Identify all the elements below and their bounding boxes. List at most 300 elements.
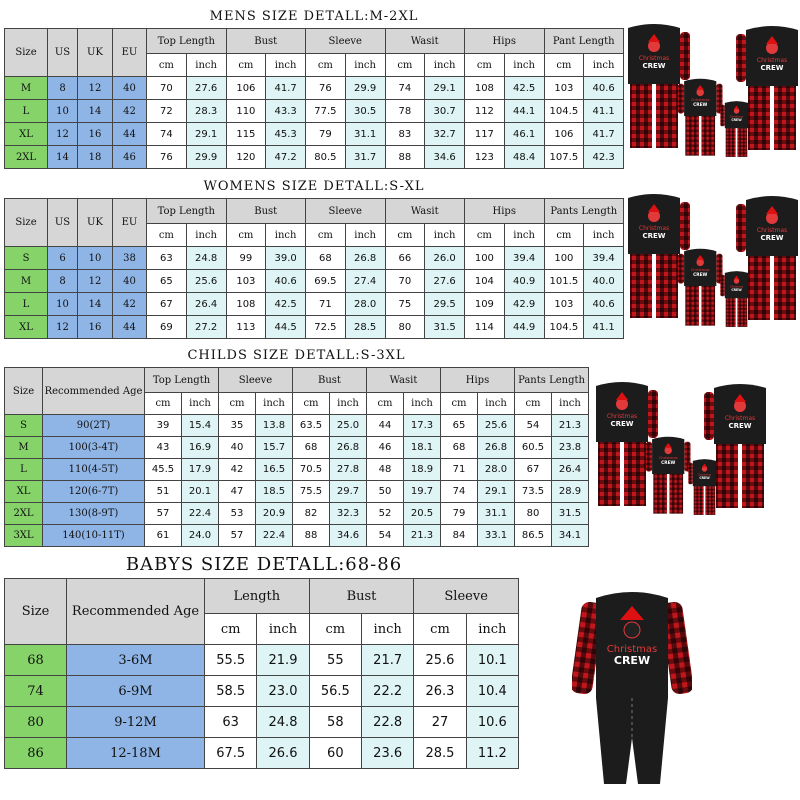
womens-size-title: WOMENS SIZE DETALL:S-XL bbox=[203, 179, 425, 194]
size-header: Size bbox=[5, 368, 43, 415]
us-size-cell: 8 bbox=[48, 270, 78, 293]
inch-value-cell: 26.8 bbox=[478, 437, 515, 459]
cm-value-cell: 74 bbox=[385, 77, 425, 100]
eu-size-cell: 46 bbox=[113, 146, 147, 169]
cm-value-cell: 80 bbox=[515, 503, 552, 525]
inch-value-cell: 46.1 bbox=[504, 123, 544, 146]
babys-size-title: BABYS SIZE DETALL:68-86 bbox=[125, 554, 403, 575]
table-row bbox=[5, 481, 589, 503]
cm-value-cell: 80 bbox=[385, 316, 425, 339]
table-row bbox=[5, 123, 624, 146]
cm-value-cell: 79 bbox=[306, 123, 346, 146]
inch-value-cell: 34.1 bbox=[552, 525, 589, 547]
cm-unit-header: cm bbox=[441, 393, 478, 415]
size-header: Size bbox=[5, 579, 67, 645]
cm-value-cell: 100 bbox=[465, 247, 505, 270]
size-cell: S bbox=[5, 415, 43, 437]
family-pajamas-photo-mens bbox=[628, 22, 798, 162]
inch-value-cell: 42.5 bbox=[266, 293, 306, 316]
eu-size-cell: 44 bbox=[113, 316, 147, 339]
inch-value-cell: 20.9 bbox=[256, 503, 293, 525]
cm-unit-header: cm bbox=[147, 54, 187, 77]
inch-value-cell: 10.6 bbox=[466, 707, 518, 738]
us-size-cell: 6 bbox=[48, 247, 78, 270]
cm-value-cell: 117 bbox=[465, 123, 505, 146]
babys-size-section bbox=[4, 552, 524, 769]
size-cell: S bbox=[5, 247, 48, 270]
inch-value-cell: 27.6 bbox=[186, 77, 226, 100]
inch-value-cell: 27.6 bbox=[425, 270, 465, 293]
measure-group-header: Hips bbox=[465, 29, 545, 54]
inch-value-cell: 31.5 bbox=[552, 503, 589, 525]
cm-value-cell: 108 bbox=[465, 77, 505, 100]
inch-value-cell: 10.4 bbox=[466, 676, 518, 707]
inch-value-cell: 26.4 bbox=[186, 293, 226, 316]
cm-value-cell: 63.5 bbox=[293, 415, 330, 437]
size-cell: L bbox=[5, 100, 48, 123]
inch-value-cell: 28.0 bbox=[345, 293, 385, 316]
inch-value-cell: 30.5 bbox=[345, 100, 385, 123]
baby-romper-photo bbox=[572, 588, 692, 788]
eu-size-cell: 42 bbox=[113, 100, 147, 123]
inch-value-cell: 26.8 bbox=[330, 437, 367, 459]
cm-unit-header: cm bbox=[465, 224, 505, 247]
eu-size-cell: 40 bbox=[113, 270, 147, 293]
measure-group-header: Top Length bbox=[147, 29, 227, 54]
cm-value-cell: 106 bbox=[544, 123, 584, 146]
cm-value-cell: 114 bbox=[465, 316, 505, 339]
inch-value-cell: 47.2 bbox=[266, 146, 306, 169]
inch-value-cell: 15.7 bbox=[256, 437, 293, 459]
cm-value-cell: 69.5 bbox=[306, 270, 346, 293]
cm-value-cell: 109 bbox=[465, 293, 505, 316]
age-cell: 100(3-4T) bbox=[43, 437, 145, 459]
eu-size-cell: 44 bbox=[113, 123, 147, 146]
age-cell: 3-6M bbox=[67, 645, 205, 676]
inch-value-cell: 25.6 bbox=[478, 415, 515, 437]
inch-value-cell: 22.2 bbox=[361, 676, 413, 707]
cm-value-cell: 108 bbox=[226, 293, 266, 316]
measure-group-header: Wasit bbox=[385, 29, 465, 54]
table-row bbox=[5, 146, 624, 169]
cm-value-cell: 28.5 bbox=[414, 738, 466, 769]
size-cell: 2XL bbox=[5, 503, 43, 525]
table-row bbox=[5, 100, 624, 123]
inch-value-cell: 48.4 bbox=[504, 146, 544, 169]
cm-value-cell: 57 bbox=[145, 503, 182, 525]
inch-value-cell: 32.3 bbox=[330, 503, 367, 525]
svg-text:Christmas: Christmas bbox=[606, 413, 638, 420]
cm-unit-header: cm bbox=[226, 54, 266, 77]
svg-text:CREW: CREW bbox=[728, 422, 752, 430]
header-row bbox=[5, 579, 519, 614]
table-row bbox=[5, 707, 519, 738]
cm-unit-header: cm bbox=[309, 614, 361, 645]
inch-value-cell: 34.6 bbox=[425, 146, 465, 169]
table-row bbox=[5, 77, 624, 100]
cm-unit-header: cm bbox=[544, 54, 584, 77]
cm-value-cell: 67 bbox=[515, 459, 552, 481]
inch-value-cell: 34.6 bbox=[330, 525, 367, 547]
age-cell: 130(8-9T) bbox=[43, 503, 145, 525]
table-row bbox=[5, 676, 519, 707]
babys-size-table bbox=[4, 578, 519, 769]
cm-value-cell: 75 bbox=[385, 293, 425, 316]
cm-value-cell: 55 bbox=[309, 645, 361, 676]
inch-value-cell: 16.5 bbox=[256, 459, 293, 481]
inch-unit-header: inch bbox=[186, 54, 226, 77]
inch-value-cell: 22.4 bbox=[182, 503, 219, 525]
inch-value-cell: 29.9 bbox=[345, 77, 385, 100]
size-cell: 80 bbox=[5, 707, 67, 738]
inch-value-cell: 41.1 bbox=[584, 316, 624, 339]
uk-size-cell: 16 bbox=[78, 123, 113, 146]
inch-value-cell: 23.6 bbox=[361, 738, 413, 769]
svg-text:CREW: CREW bbox=[760, 234, 784, 242]
table-row bbox=[5, 738, 519, 769]
header-row bbox=[5, 29, 624, 54]
cm-value-cell: 84 bbox=[441, 525, 478, 547]
cm-unit-header: cm bbox=[205, 614, 257, 645]
uk-size-cell: 14 bbox=[78, 100, 113, 123]
us-size-cell: 8 bbox=[48, 77, 78, 100]
uk-size-cell: 16 bbox=[78, 316, 113, 339]
inch-value-cell: 11.2 bbox=[466, 738, 518, 769]
inch-value-cell: 10.1 bbox=[466, 645, 518, 676]
inch-value-cell: 41.7 bbox=[584, 123, 624, 146]
cm-value-cell: 113 bbox=[226, 316, 266, 339]
svg-text:Christmas: Christmas bbox=[690, 268, 710, 273]
size-cell: XL bbox=[5, 316, 48, 339]
cm-value-cell: 71 bbox=[306, 293, 346, 316]
measure-group-header: Pants Length bbox=[544, 199, 624, 224]
cm-value-cell: 45.5 bbox=[145, 459, 182, 481]
inch-value-cell: 39.4 bbox=[584, 247, 624, 270]
inch-value-cell: 43.3 bbox=[266, 100, 306, 123]
size-cell: XL bbox=[5, 123, 48, 146]
cm-unit-header: cm bbox=[219, 393, 256, 415]
measure-group-header: Hips bbox=[465, 199, 545, 224]
measure-group-header: Bust bbox=[293, 368, 367, 393]
cm-value-cell: 79 bbox=[441, 503, 478, 525]
cm-value-cell: 76 bbox=[306, 77, 346, 100]
cm-unit-header: cm bbox=[544, 224, 584, 247]
inch-value-cell: 16.9 bbox=[182, 437, 219, 459]
cm-value-cell: 104.5 bbox=[544, 316, 584, 339]
inch-value-cell: 29.5 bbox=[425, 293, 465, 316]
table-row bbox=[5, 459, 589, 481]
inch-unit-header: inch bbox=[257, 614, 309, 645]
inch-value-cell: 28.5 bbox=[345, 316, 385, 339]
uk-header: UK bbox=[78, 29, 113, 77]
cm-value-cell: 112 bbox=[465, 100, 505, 123]
inch-value-cell: 23.0 bbox=[257, 676, 309, 707]
uk-size-cell: 18 bbox=[78, 146, 113, 169]
uk-size-cell: 12 bbox=[78, 77, 113, 100]
inch-value-cell: 20.1 bbox=[182, 481, 219, 503]
cm-value-cell: 56.5 bbox=[309, 676, 361, 707]
cm-value-cell: 80.5 bbox=[306, 146, 346, 169]
inch-value-cell: 21.3 bbox=[404, 525, 441, 547]
inch-value-cell: 31.7 bbox=[345, 146, 385, 169]
measure-group-header: Wasit bbox=[385, 199, 465, 224]
svg-text:CREW: CREW bbox=[661, 461, 676, 467]
inch-value-cell: 42.9 bbox=[504, 293, 544, 316]
cm-value-cell: 100 bbox=[544, 247, 584, 270]
size-header: Size bbox=[5, 29, 48, 77]
cm-value-cell: 77.5 bbox=[306, 100, 346, 123]
cm-value-cell: 67.5 bbox=[205, 738, 257, 769]
uk-size-cell: 12 bbox=[78, 270, 113, 293]
us-size-cell: 14 bbox=[48, 146, 78, 169]
age-cell: 110(4-5T) bbox=[43, 459, 145, 481]
measure-group-header: Pants Length bbox=[515, 368, 589, 393]
cm-unit-header: cm bbox=[465, 54, 505, 77]
cm-value-cell: 40 bbox=[219, 437, 256, 459]
measure-group-header: Bust bbox=[226, 29, 306, 54]
cm-value-cell: 76 bbox=[147, 146, 187, 169]
size-cell: 86 bbox=[5, 738, 67, 769]
size-header: Size bbox=[5, 199, 48, 247]
cm-value-cell: 74 bbox=[147, 123, 187, 146]
inch-value-cell: 29.1 bbox=[478, 481, 515, 503]
inch-value-cell: 32.7 bbox=[425, 123, 465, 146]
cm-value-cell: 115 bbox=[226, 123, 266, 146]
cm-value-cell: 75.5 bbox=[293, 481, 330, 503]
inch-value-cell: 27.2 bbox=[186, 316, 226, 339]
uk-size-cell: 14 bbox=[78, 293, 113, 316]
cm-value-cell: 74 bbox=[441, 481, 478, 503]
table-row bbox=[5, 415, 589, 437]
us-size-cell: 10 bbox=[48, 293, 78, 316]
cm-value-cell: 103 bbox=[544, 77, 584, 100]
inch-unit-header: inch bbox=[256, 393, 293, 415]
inch-unit-header: inch bbox=[266, 54, 306, 77]
size-cell: 68 bbox=[5, 645, 67, 676]
cm-unit-header: cm bbox=[306, 54, 346, 77]
womens-size-section bbox=[4, 176, 624, 339]
svg-text:CREW: CREW bbox=[642, 232, 666, 240]
inch-value-cell: 23.8 bbox=[552, 437, 589, 459]
svg-text:Christmas: Christmas bbox=[697, 472, 712, 477]
cm-value-cell: 26.3 bbox=[414, 676, 466, 707]
inch-value-cell: 31.5 bbox=[425, 316, 465, 339]
table-row bbox=[5, 525, 589, 547]
age-cell: 90(2T) bbox=[43, 415, 145, 437]
svg-text:Christmas: Christmas bbox=[606, 644, 658, 655]
inch-value-cell: 42.5 bbox=[504, 77, 544, 100]
inch-value-cell: 26.8 bbox=[345, 247, 385, 270]
inch-unit-header: inch bbox=[345, 224, 385, 247]
cm-value-cell: 51 bbox=[145, 481, 182, 503]
inch-value-cell: 18.5 bbox=[256, 481, 293, 503]
size-cell: L bbox=[5, 459, 43, 481]
cm-value-cell: 101.5 bbox=[544, 270, 584, 293]
header-row bbox=[5, 199, 624, 224]
size-cell: M bbox=[5, 270, 48, 293]
measure-group-header: Wasit bbox=[367, 368, 441, 393]
age-cell: 120(6-7T) bbox=[43, 481, 145, 503]
cm-value-cell: 60 bbox=[309, 738, 361, 769]
inch-value-cell: 29.1 bbox=[186, 123, 226, 146]
measure-group-header: Sleeve bbox=[219, 368, 293, 393]
cm-value-cell: 70 bbox=[385, 270, 425, 293]
cm-unit-header: cm bbox=[145, 393, 182, 415]
cm-value-cell: 54 bbox=[367, 525, 404, 547]
womens-size-table bbox=[4, 198, 624, 339]
uk-size-cell: 10 bbox=[78, 247, 113, 270]
inch-value-cell: 18.1 bbox=[404, 437, 441, 459]
inch-unit-header: inch bbox=[504, 224, 544, 247]
eu-size-cell: 38 bbox=[113, 247, 147, 270]
inch-unit-header: inch bbox=[425, 54, 465, 77]
inch-unit-header: inch bbox=[186, 224, 226, 247]
svg-text:Christmas: Christmas bbox=[729, 284, 744, 289]
svg-text:Christmas: Christmas bbox=[690, 98, 710, 103]
svg-text:CREW: CREW bbox=[693, 273, 708, 279]
svg-text:CREW: CREW bbox=[731, 117, 742, 122]
mens-size-title: MENS SIZE DETALL:M-2XL bbox=[209, 9, 419, 24]
cm-value-cell: 52 bbox=[367, 503, 404, 525]
cm-value-cell: 43 bbox=[145, 437, 182, 459]
inch-unit-header: inch bbox=[266, 224, 306, 247]
cm-value-cell: 70.5 bbox=[293, 459, 330, 481]
inch-unit-header: inch bbox=[478, 393, 515, 415]
uk-header: UK bbox=[78, 199, 113, 247]
cm-unit-header: cm bbox=[226, 224, 266, 247]
inch-value-cell: 22.4 bbox=[256, 525, 293, 547]
cm-value-cell: 72.5 bbox=[306, 316, 346, 339]
cm-value-cell: 44 bbox=[367, 415, 404, 437]
us-header: US bbox=[48, 199, 78, 247]
cm-value-cell: 106 bbox=[226, 77, 266, 100]
cm-value-cell: 83 bbox=[385, 123, 425, 146]
header-row bbox=[5, 368, 589, 393]
childs-size-title: CHILDS SIZE DETALL:S-3XL bbox=[187, 348, 406, 363]
measure-group-header: Sleeve bbox=[306, 29, 386, 54]
cm-value-cell: 88 bbox=[293, 525, 330, 547]
inch-value-cell: 24.8 bbox=[257, 707, 309, 738]
recommended-age-header: Recommended Age bbox=[67, 579, 205, 645]
svg-text:Christmas: Christmas bbox=[724, 415, 756, 422]
cm-value-cell: 99 bbox=[226, 247, 266, 270]
childs-size-table bbox=[4, 367, 589, 547]
cm-value-cell: 35 bbox=[219, 415, 256, 437]
svg-text:CREW: CREW bbox=[699, 475, 710, 480]
measure-group-header: Length bbox=[205, 579, 310, 614]
inch-value-cell: 41.1 bbox=[584, 100, 624, 123]
cm-value-cell: 63 bbox=[147, 247, 187, 270]
measure-group-header: Sleeve bbox=[306, 199, 386, 224]
inch-unit-header: inch bbox=[466, 614, 518, 645]
recommended-age-header: Recommended Age bbox=[43, 368, 145, 415]
inch-value-cell: 40.0 bbox=[584, 270, 624, 293]
age-cell: 9-12M bbox=[67, 707, 205, 738]
cm-unit-header: cm bbox=[385, 54, 425, 77]
age-cell: 140(10-11T) bbox=[43, 525, 145, 547]
cm-value-cell: 53 bbox=[219, 503, 256, 525]
cm-value-cell: 39 bbox=[145, 415, 182, 437]
inch-value-cell: 21.3 bbox=[552, 415, 589, 437]
us-size-cell: 12 bbox=[48, 316, 78, 339]
inch-value-cell: 29.7 bbox=[330, 481, 367, 503]
family-pajamas-photo-womens bbox=[628, 192, 798, 332]
inch-value-cell: 31.1 bbox=[478, 503, 515, 525]
inch-value-cell: 26.4 bbox=[552, 459, 589, 481]
cm-value-cell: 61 bbox=[145, 525, 182, 547]
cm-value-cell: 69 bbox=[147, 316, 187, 339]
size-cell: L bbox=[5, 293, 48, 316]
table-row bbox=[5, 293, 624, 316]
eu-size-cell: 42 bbox=[113, 293, 147, 316]
cm-value-cell: 120 bbox=[226, 146, 266, 169]
size-cell: 2XL bbox=[5, 146, 48, 169]
size-cell: 74 bbox=[5, 676, 67, 707]
svg-text:Christmas: Christmas bbox=[638, 55, 670, 62]
cm-value-cell: 123 bbox=[465, 146, 505, 169]
svg-text:Christmas: Christmas bbox=[658, 456, 678, 461]
family-pajamas-photo-childs bbox=[596, 380, 766, 520]
inch-value-cell: 25.0 bbox=[330, 415, 367, 437]
inch-value-cell: 24.0 bbox=[182, 525, 219, 547]
cm-value-cell: 57 bbox=[219, 525, 256, 547]
inch-value-cell: 21.9 bbox=[257, 645, 309, 676]
inch-unit-header: inch bbox=[361, 614, 413, 645]
inch-value-cell: 40.9 bbox=[504, 270, 544, 293]
childs-size-section bbox=[4, 345, 589, 547]
measure-group-header: Sleeve bbox=[414, 579, 519, 614]
inch-value-cell: 28.3 bbox=[186, 100, 226, 123]
age-cell: 6-9M bbox=[67, 676, 205, 707]
svg-text:CREW: CREW bbox=[693, 103, 708, 109]
inch-value-cell: 41.7 bbox=[266, 77, 306, 100]
cm-value-cell: 60.5 bbox=[515, 437, 552, 459]
size-cell: M bbox=[5, 77, 48, 100]
inch-value-cell: 39.0 bbox=[266, 247, 306, 270]
inch-value-cell: 24.8 bbox=[186, 247, 226, 270]
inch-value-cell: 19.7 bbox=[404, 481, 441, 503]
measure-group-header: Pant Length bbox=[544, 29, 624, 54]
mens-size-table bbox=[4, 28, 624, 169]
cm-unit-header: cm bbox=[515, 393, 552, 415]
cm-value-cell: 65 bbox=[441, 415, 478, 437]
inch-value-cell: 44.1 bbox=[504, 100, 544, 123]
eu-header: EU bbox=[113, 199, 147, 247]
inch-value-cell: 15.4 bbox=[182, 415, 219, 437]
inch-value-cell: 45.3 bbox=[266, 123, 306, 146]
inch-value-cell: 33.1 bbox=[478, 525, 515, 547]
table-row bbox=[5, 645, 519, 676]
cm-value-cell: 103 bbox=[226, 270, 266, 293]
cm-value-cell: 68 bbox=[293, 437, 330, 459]
cm-value-cell: 66 bbox=[385, 247, 425, 270]
cm-value-cell: 68 bbox=[306, 247, 346, 270]
svg-text:CREW: CREW bbox=[610, 420, 634, 428]
cm-value-cell: 50 bbox=[367, 481, 404, 503]
measure-group-header: Top Length bbox=[145, 368, 219, 393]
inch-value-cell: 25.6 bbox=[186, 270, 226, 293]
inch-value-cell: 13.8 bbox=[256, 415, 293, 437]
cm-value-cell: 47 bbox=[219, 481, 256, 503]
inch-value-cell: 17.9 bbox=[182, 459, 219, 481]
cm-value-cell: 27 bbox=[414, 707, 466, 738]
inch-unit-header: inch bbox=[584, 54, 624, 77]
cm-value-cell: 68 bbox=[441, 437, 478, 459]
us-size-cell: 12 bbox=[48, 123, 78, 146]
cm-value-cell: 88 bbox=[385, 146, 425, 169]
inch-unit-header: inch bbox=[504, 54, 544, 77]
inch-value-cell: 31.1 bbox=[345, 123, 385, 146]
